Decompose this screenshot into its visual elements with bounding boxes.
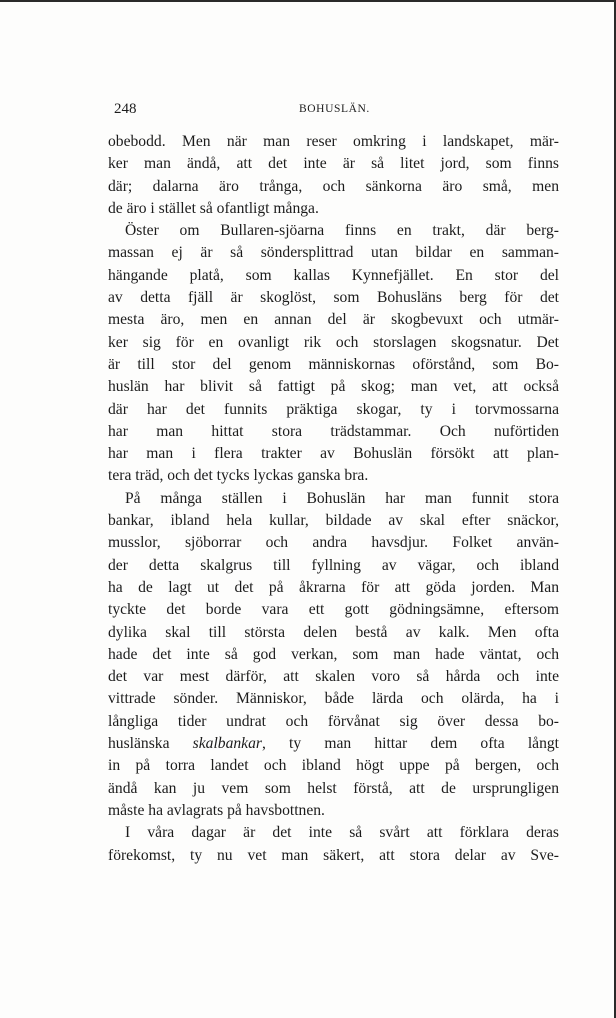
text-line: musslor, sjöborrar och andra havsdjur. Folket använ- xyxy=(108,534,559,552)
text-line: där har det funnits präktiga skogar, ty i torvmossarna xyxy=(108,400,559,418)
text-line: ker man ändå, att det inte är så litet jord, som finns xyxy=(108,155,559,173)
text-line: har man i flera trakter av Bohuslän försökt att plan- xyxy=(108,445,559,463)
body-text xyxy=(108,131,559,867)
page-header xyxy=(114,101,554,121)
text-line: der detta skalgrus till fyllning av vägar, och ibland xyxy=(108,556,559,574)
text-line: av detta fjäll är skoglöst, som Bohusläns berg för det xyxy=(108,289,559,307)
text-line: dylika skal till största delen bestå av kalk. Men ofta xyxy=(108,623,559,641)
page-number: 248 xyxy=(114,101,137,117)
text-line: ker sig för en ovanligt rik och storslagen skogsnatur. Det xyxy=(108,333,559,351)
text-line: massan ej är så söndersplittrad utan bildar en samman- xyxy=(108,244,559,262)
text-line: På många ställen i Bohuslän har man funnit stora xyxy=(125,489,559,507)
text-line: långliga tider undrat och förvånat sig över dessa bo- xyxy=(108,712,559,730)
text-line: måste ha avlagrats på havsbottnen. xyxy=(108,801,325,819)
text-line: det var mest därför, att skalen voro så hårda och inte xyxy=(108,668,559,686)
running-head: BOHUSLÄN. xyxy=(299,103,370,115)
text-fragment: huslänska xyxy=(108,735,193,753)
text-line: bankar, ibland hela kullar, bildade av skal efter snäckor, xyxy=(108,512,559,530)
text-line: hade det inte så god verkan, som man hade väntat, och xyxy=(108,645,559,663)
text-line: hängande platå, som kallas Kynnefjället. En stor del xyxy=(108,266,559,284)
text-line: tera träd, och det tycks lyckas ganska bra. xyxy=(108,467,369,485)
text-line-with-italic xyxy=(108,733,559,755)
text-line: är till stor del genom människornas oförstånd, som Bo- xyxy=(108,355,559,373)
text-fragment: , ty man hittar dem ofta långt xyxy=(261,735,559,753)
text-line: ha de lagt ut det på åkrarna för att göda jorden. Man xyxy=(108,578,559,596)
text-line: vittrade sönder. Människor, både lärda och olärda, ha i xyxy=(108,690,559,708)
text-line: förekomst, ty nu vet man säkert, att stora delar av Sve- xyxy=(108,846,559,864)
text-line: huslän har blivit så fattigt på skog; man vet, att också xyxy=(108,378,559,396)
text-line: mesta äro, men en annan del är skogbevuxt och utmär- xyxy=(108,311,559,329)
italic-term: skalbankar xyxy=(192,735,262,753)
text-line: där; dalarna äro trånga, och sänkorna äro små, men xyxy=(108,177,559,195)
text-line: obebodd. Men när man reser omkring i landskapet, mär- xyxy=(108,133,559,150)
text-line: tyckte det borde vara ett gott gödningsämne, eftersom xyxy=(108,601,559,619)
text-line: ändå kan ju vem som helst förstå, att de ursprungligen xyxy=(108,779,559,797)
top-edge-rule xyxy=(0,0,616,2)
text-line: I våra dagar är det inte så svårt att förklara deras xyxy=(125,824,559,842)
text-line: de äro i stället så ofantligt många. xyxy=(108,199,319,217)
text-line: har man hittat stora trädstammar. Och nuförtiden xyxy=(108,422,559,440)
text-line: in på torra landet och ibland högt uppe på bergen, och xyxy=(108,757,559,775)
text-line: Öster om Bullaren-sjöarna finns en trakt, där berg- xyxy=(125,222,559,240)
